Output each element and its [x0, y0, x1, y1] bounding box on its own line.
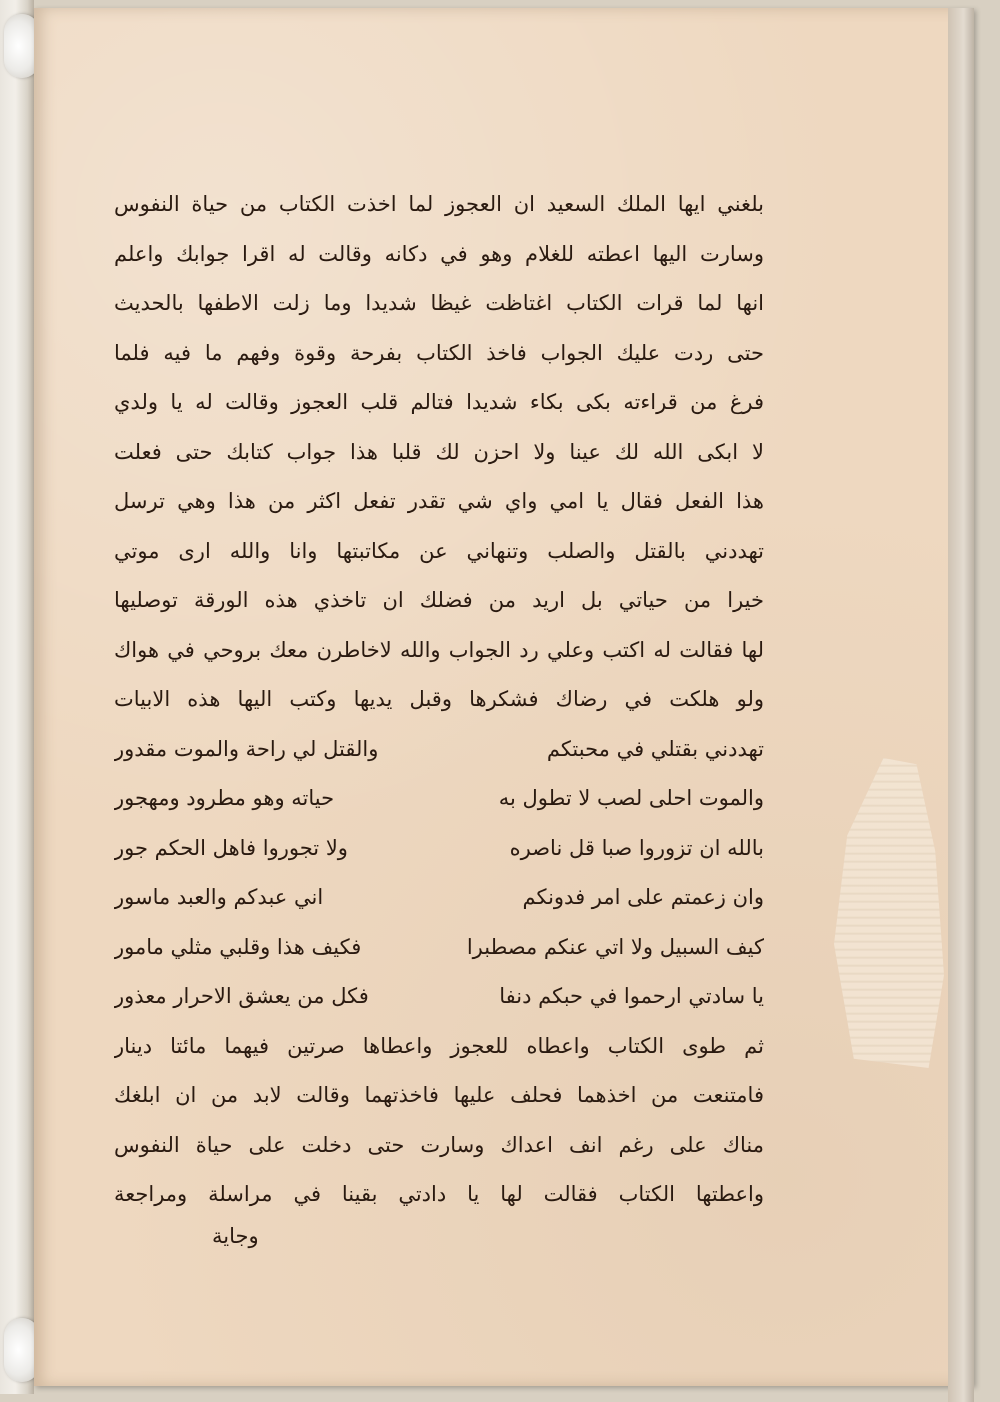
- paper-repair-patch: [834, 758, 944, 1068]
- verse-second-hemistich: والقتل لي راحة والموت مقدور: [114, 736, 379, 761]
- verse-second-hemistich: فكل من يعشق الاحرار معذور: [114, 984, 369, 1008]
- verse-second-hemistich: ولا تجوروا فاهل الحكم جور: [114, 835, 348, 860]
- verse-first-hemistich: كيف السبيل ولا اتي عنكم مصطبرا: [466, 934, 764, 959]
- verse-second-hemistich: فكيف هذا وقلبي مثلي مامور: [114, 934, 362, 959]
- prose-line: ولو هلكت في رضاك فشكرها وقبل يديها وكتب اليها هذه الابيات: [114, 687, 764, 711]
- manuscript-page: [34, 8, 974, 1386]
- verse-line: [114, 923, 764, 973]
- verse-first-hemistich: وان زعمتم على امر فدونكم: [522, 885, 764, 909]
- verse-second-hemistich: اني عبدكم والعبد ماسور: [114, 885, 324, 909]
- prose-line: فرغ من قراءته بكى بكاء شديدا فتالم قلب العجوز وقالت له يا ولدي: [114, 390, 764, 414]
- manuscript-text-block: [114, 180, 764, 1220]
- prose-line: بلغني ايها الملك السعيد ان العجوز لما اخذت الكتاب من حياة النفوس: [114, 192, 764, 216]
- page-edge: [948, 8, 974, 1402]
- prose-line: مناك على رغم انف اعداك وسارت حتى دخلت على حياة النفوس: [114, 1132, 764, 1157]
- prose-line: لها فقالت له اكتب وعلي رد الجواب والله لاخاطرن معك بروحي في هواك: [114, 637, 764, 662]
- verse-second-hemistich: حياته وهو مطرود ومهجور: [114, 786, 335, 810]
- verse-line: [114, 824, 764, 874]
- prose-line: حتى ردت عليك الجواب فاخذ الكتاب بفرحة وقوة وفهم ما فيه فلما: [114, 340, 764, 365]
- verse-first-hemistich: تهددني بقتلي في محبتكم: [546, 736, 764, 761]
- prose-line: لا ابكى الله لك عينا ولا احزن لك قلبا هذا جواب كتابك حتى فعلت: [114, 439, 764, 464]
- verse-first-hemistich: يا سادتي ارحموا في حبكم دنفا: [499, 984, 764, 1008]
- prose-line: انها لما قرات الكتاب اغتاظت غيظا شديدا وما زلت الاطفها بالحديث: [114, 291, 764, 315]
- verse-line: [114, 774, 764, 824]
- verse-first-hemistich: بالله ان تزوروا صبا قل ناصره: [509, 835, 764, 860]
- verse-line: [114, 725, 764, 775]
- prose-line: ثم طوى الكتاب واعطاه للعجوز واعطاها صرتين فيهما مائتا دينار: [114, 1033, 764, 1058]
- verse-first-hemistich: والموت احلى لصب لا تطول به: [498, 786, 764, 810]
- prose-line: فامتنعت من اخذهما فحلف عليها فاخذتهما وقالت لابد من ان ابلغك: [114, 1083, 764, 1107]
- prose-line: هذا الفعل فقال يا امي واي شي تقدر تفعل اكثر من هذا وهي ترسل: [114, 489, 764, 513]
- prose-line: واعطتها الكتاب فقالت لها يا دادتي بقينا في مراسلة ومراجعة: [114, 1182, 764, 1206]
- verse-line: [114, 873, 764, 923]
- binding-strip: [0, 0, 34, 1394]
- prose-line: تهددني بالقتل والصلب وتنهاني عن مكاتبتها وانا والله ارى موتي: [114, 538, 764, 563]
- prose-line: خيرا من حياتي بل اريد من فضلك ان تاخذي هذه الورقة توصليها: [114, 588, 764, 612]
- prose-line: وسارت اليها اعطته للغلام وهو في دكانه وقالت له اقرا جوابك واعلم: [114, 241, 764, 266]
- catchword: وجاية: [212, 1224, 259, 1248]
- verse-line: [114, 972, 764, 1022]
